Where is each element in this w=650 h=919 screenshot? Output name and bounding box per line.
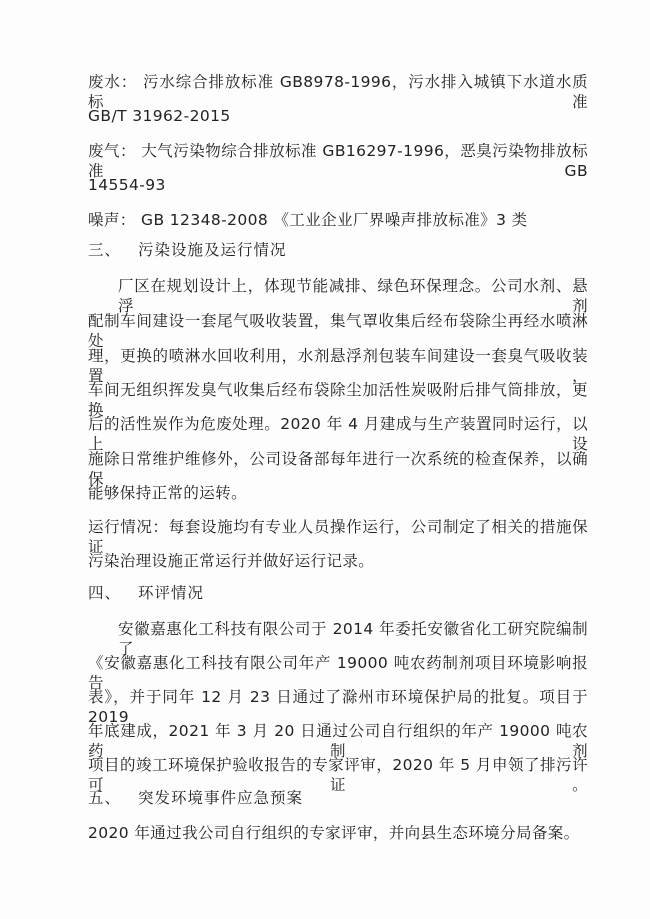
paragraph-line: 施除日常维护维修外，公司设备部每年进行一次系统的检查保养，以确保 (88, 450, 588, 488)
paragraph-line: 年底建成，2021 年 3 月 20 日通过公司自行组织的年产 19000 吨农药制剂 (88, 722, 588, 760)
paragraph-line: 污染治理设施正常运行并做好运行记录。 (88, 552, 375, 570)
paragraph-line: 理，更换的喷淋水回收利用，水剂悬浮剂包装车间建设一套臭气吸收装置， (88, 347, 588, 385)
section-heading-3 (88, 240, 588, 260)
paragraph-line: 项目的竣工环境保护验收报告的专家评审，2020 年 5 月申领了排污许可证。 (88, 756, 588, 794)
paragraph-line: 安徽嘉惠化工科技有限公司于 2014 年委托安徽省化工研究院编制了 (118, 620, 588, 658)
paragraph-line: 运行情况：每套设施均有专业人员操作运行，公司制定了相关的措施保证 (88, 518, 588, 556)
waste-gas-standard-line-2: 14554-93 (88, 176, 166, 194)
waste-gas-standard-line-1: 废气： 大气污染物综合排放标准 GB16297-1996，恶臭污染物排放标准 GB (88, 142, 588, 180)
paragraph-line: 配制车间建设一套尾气吸收装置，集气罩收集后经布袋除尘再经水喷淋处 (88, 312, 588, 350)
paragraph-line: 2020 年通过我公司自行组织的专家评审，并向县生态环境分局备案。 (88, 824, 580, 842)
section-title: 环评情况 (138, 584, 205, 602)
section-number: 五、 (88, 789, 122, 807)
paragraph-line: 后的活性炭作为危废处理。2020 年 4 月建成与生产装置同时运行，以上设 (88, 415, 588, 453)
wastewater-standard-line-1: 废水： 污水综合排放标准 GB8978-1996，污水排入城镇下水道水质标准 (88, 73, 588, 111)
section-number: 三、 (88, 241, 122, 259)
section-number: 四、 (88, 584, 122, 602)
section-title: 污染设施及运行情况 (138, 241, 287, 259)
noise-standard-line: 噪声： GB 12348-2008 《工业企业厂界噪声排放标准》3 类 (88, 211, 528, 229)
paragraph-line: 能够保持正常的运转。 (88, 484, 248, 502)
wastewater-standard-line-2: GB/T 31962-2015 (88, 107, 231, 125)
paragraph-line: 车间无组织挥发臭气收集后经布袋除尘加活性炭吸附后排气筒排放，更换 (88, 381, 588, 419)
paragraph-line: 表》，并于同年 12 月 23 日通过了滁州市环境保护局的批复。项目于 2019 (88, 688, 588, 726)
paragraph-line: 《安徽嘉惠化工科技有限公司年产 19000 吨农药制剂项目环境影响报告 (88, 654, 588, 692)
paragraph-line: 厂区在规划设计上，体现节能减排、绿色环保理念。公司水剂、悬浮剂 (118, 277, 588, 315)
section-title: 突发环境事件应急预案 (138, 789, 304, 807)
section-heading-5 (88, 788, 588, 808)
section-heading-4 (88, 583, 588, 603)
